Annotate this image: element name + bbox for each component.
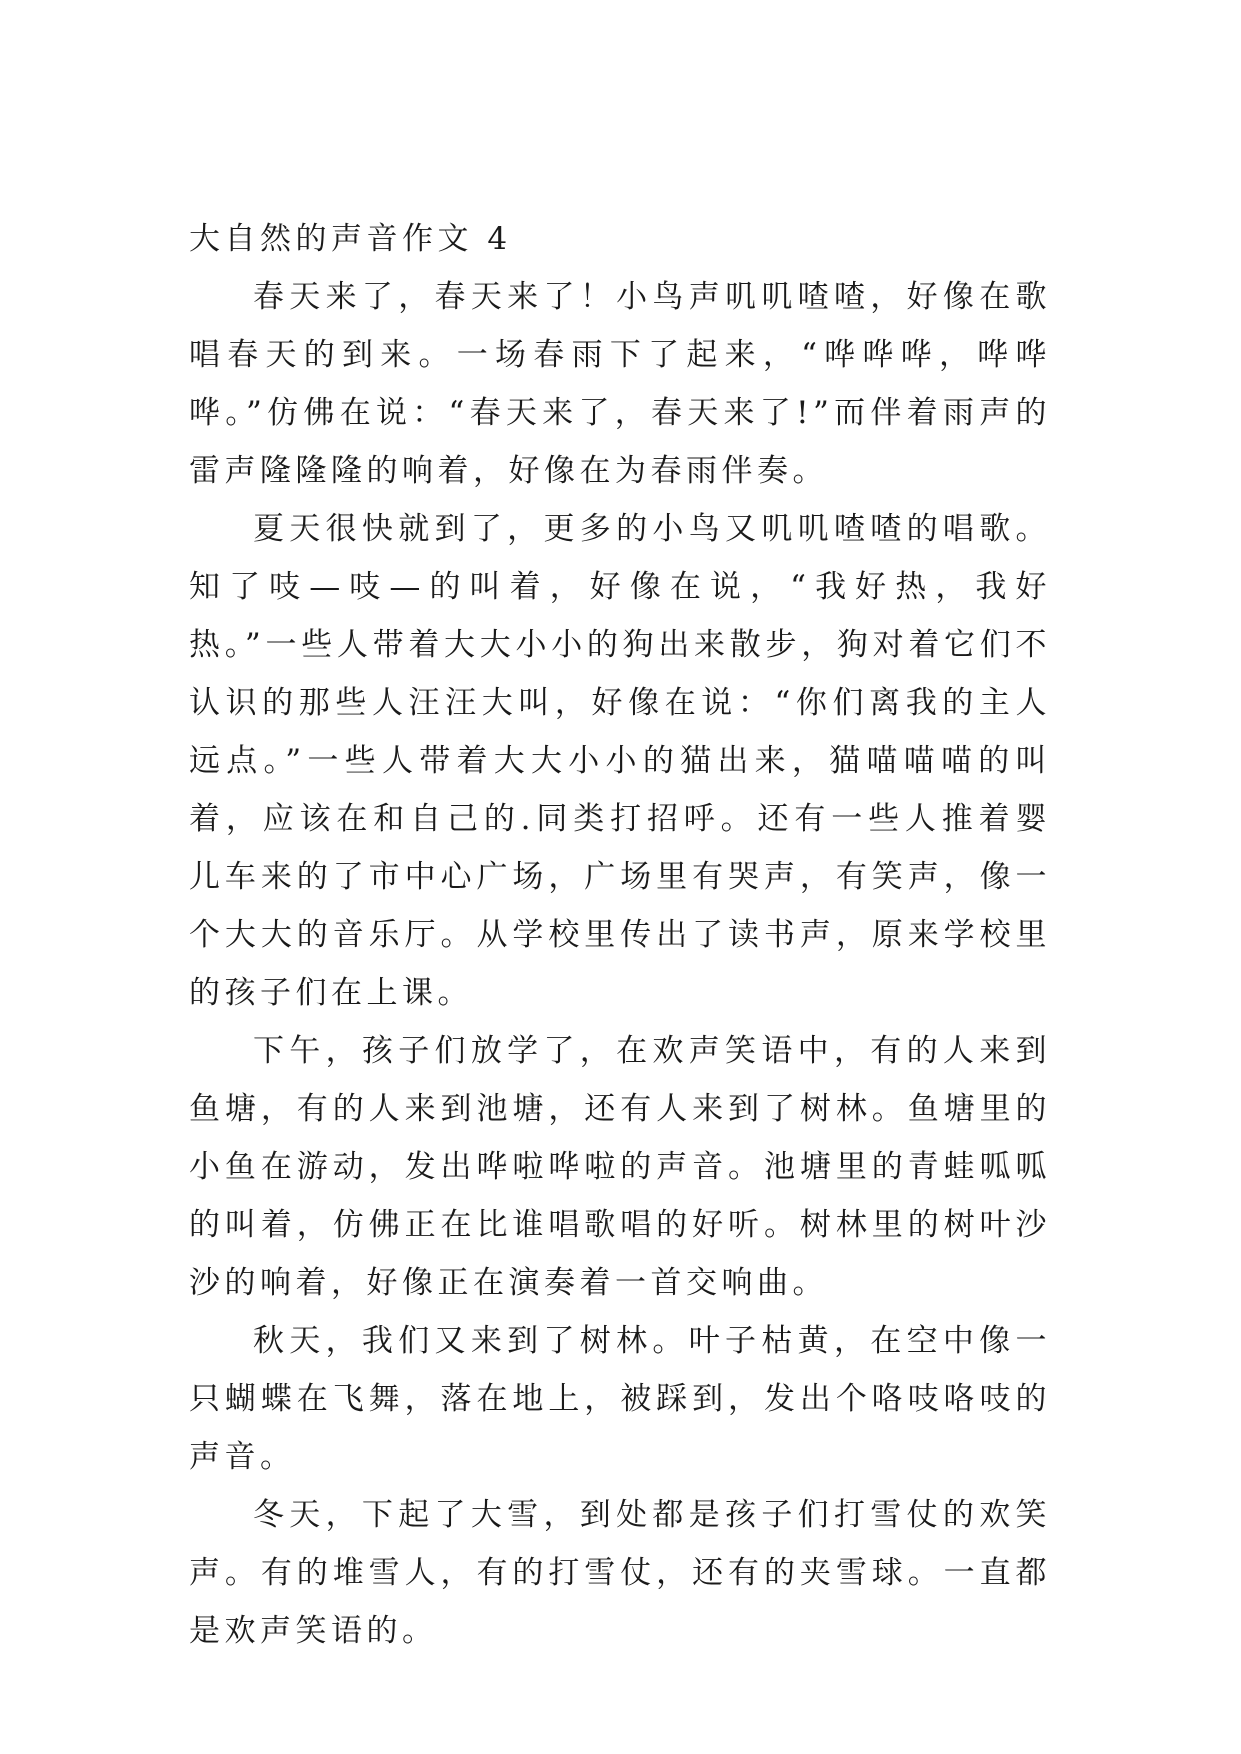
paragraph-afternoon: 下午，孩子们放学了，在欢声笑语中，有的人来到鱼塘，有的人来到池塘，还有人来到了树林。鱼塘里的小鱼在游动，发出哗啦哗啦的声音。池塘里的青蛙呱呱的叫着，仿佛正在比谁唱歌唱的好听。树林里的树叶沙沙的响着，好像正在演奏着一首交响曲。 (189, 1033, 1051, 1301)
paragraph-winter: 冬天，下起了大雪，到处都是孩子们打雪仗的欢笑声。有的堆雪人，有的打雪仗，还有的夹雪球。一直都是欢声笑语的。 (189, 1497, 1051, 1649)
paragraph-summer: 夏天很快就到了，更多的小鸟又叽叽喳喳的唱歌。知了吱—吱—的叫着，好像在说，“我好热，我好热。”一些人带着大大小小的狗出来散步，狗对着它们不认识的那些人汪汪大叫，好像在说：“你们离我的主人远点。”一些人带着大大小小的猫出来，猫喵喵喵的叫着，应该在和自己的.同类打招呼。还有一些人推着婴儿车来的了市中心广场，广场里有哭声，有笑声，像一个大大的音乐厅。从学校里传出了读书声，原来学校里的孩子们在上课。 (189, 511, 1051, 1011)
paragraph-spring: 春天来了，春天来了！小鸟声叽叽喳喳，好像在歌唱春天的到来。一场春雨下了起来，“哗哗哗，哗哗哗。”仿佛在说：“春天来了，春天来了!”而伴着雨声的雷声隆隆隆的响着，好像在为春雨伴奏。 (189, 279, 1051, 489)
document-body (189, 210, 1051, 1660)
document-title: 大自然的声音作文 4 (189, 221, 512, 257)
paragraph-autumn: 秋天，我们又来到了树林。叶子枯黄，在空中像一只蝴蝶在飞舞，落在地上，被踩到，发出个咯吱咯吱的声音。 (189, 1323, 1051, 1475)
